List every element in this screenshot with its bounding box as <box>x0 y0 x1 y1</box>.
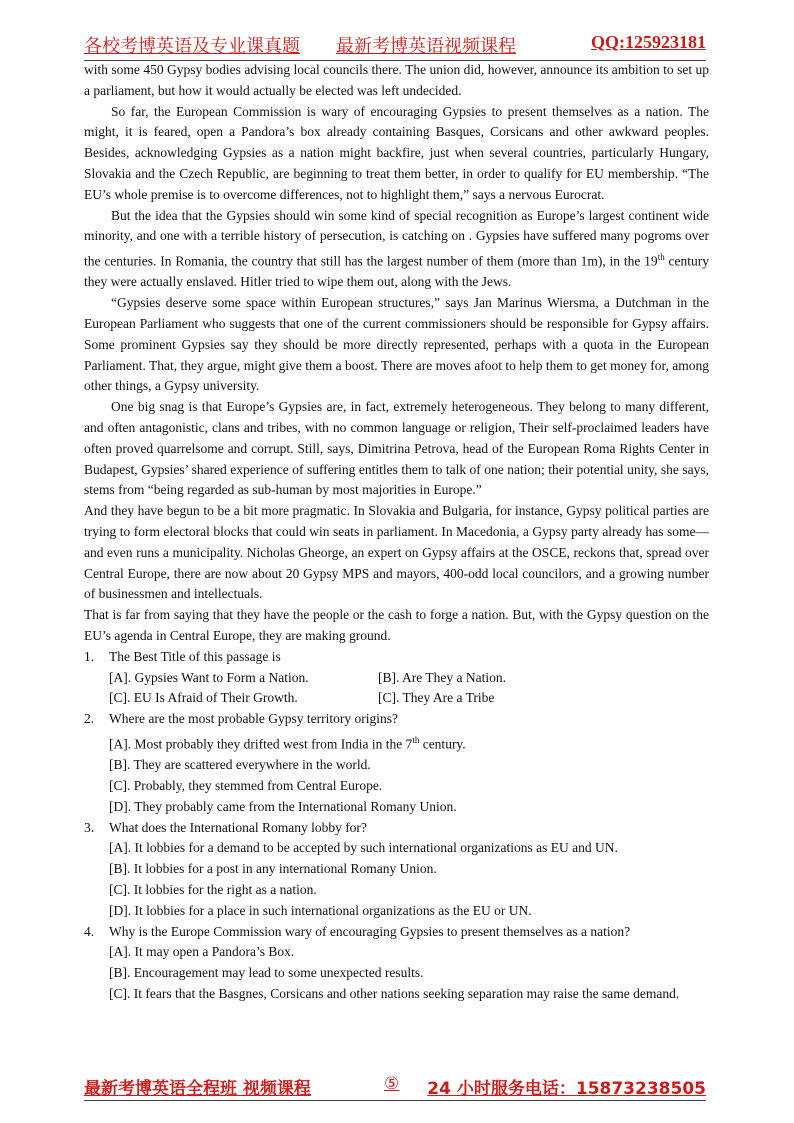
paragraph-2: So far, the European Commission is wary of encouraging Gypsies to present themselves as a nation. The might, it is feared, open a Pandora’s box already containing Basques, Corsicans and other awkward peoples. Besides, acknowledging Gypsies as a nation might backfire, just when several countries, particularly Hungary, Slovakia and the Czech Republic, are beginning to treat them better, in order to qualify for EU membership. “The EU’s whole premise is to overcome differences, not to highlight them,” says a nervous Eurocrat. <box>84 103 709 202</box>
option-text: [A]. Most probably they drifted west from India in the 7 <box>109 736 413 752</box>
superscript: th <box>412 735 420 745</box>
option: [A]. It lobbies for a demand to be accepted by such international organizations as EU and UN. <box>109 840 618 856</box>
question-number: 1. <box>84 648 95 664</box>
question-number: 3. <box>84 819 95 835</box>
page-footer <box>84 1072 706 1101</box>
question-text: The Best Title of this passage is <box>109 648 281 664</box>
paragraph-3-text: But the idea that the Gypsies should win some kind of special recognition as Europe’s largest continent wide minority, and one with a terrible history of persecution, is catching on . Gypsies have suffered many pogroms over the centuries. In Romania, the country that still has the largest number of them (more than 1m), in the 19 <box>84 207 709 269</box>
option: [B]. Are They a Nation. <box>378 669 506 685</box>
option: [C]. It lobbies for the right as a nation. <box>109 882 317 898</box>
question-text: Where are the most probable Gypsy territory origins? <box>109 711 399 727</box>
option: [B]. Encouragement may lead to some unexpected results. <box>109 965 424 981</box>
question-4 <box>84 922 709 1005</box>
paragraph-3-tail: century they were actually enslaved. Hitler tried to wipe them out, along with the Jews. <box>84 253 710 290</box>
question-text: What does the International Romany lobby for? <box>109 819 367 835</box>
option: [C]. EU Is Afraid of Their Growth. <box>109 690 298 706</box>
question-1 <box>84 647 709 709</box>
option: [D]. It lobbies for a place in such international organizations as the EU or UN. <box>109 902 532 918</box>
paragraph-4: “Gypsies deserve some space within European structures,” says Jan Marinus Wiersma, a Dutchman in the European Parliament who suggests that one of the current commissioners should be responsible for Gypsy affairs. Some prominent Gypsies say they should be more directly represented, perhaps with a quota in the European Parliament. That, they argue, might give them a boost. There are moves afoot to help them to get money for, among other things, a Gypsy university. <box>84 295 709 394</box>
paragraph-3 <box>84 206 709 294</box>
question-number: 2. <box>84 711 95 727</box>
header-qq-text: QQ:125923181 <box>591 32 706 52</box>
option: [C]. They Are a Tribe <box>378 690 495 706</box>
option: [B]. They are scattered everywhere in the world. <box>109 757 371 773</box>
option: [B]. It lobbies for a post in any international Romany Union. <box>109 861 437 877</box>
question-3 <box>84 818 709 922</box>
option <box>84 730 709 755</box>
paragraph-5: One big snag is that Europe’s Gypsies are, in fact, extremely heterogeneous. They belong to many different, and often antagonistic, clans and tribes, with no common language or religion, Their self-proclaimed leaders have often proved quarrelsome and corrupt. Still, says, Dimitrina Petrova, head of the European Roma Rights Center in Budapest, Gypsies’ shared experience of suffering entitles them to talk of one nation; their potential unity, she says, stems from “being regarded as sub-human by most majorities in Europe.” <box>84 399 709 498</box>
page-header <box>84 30 706 61</box>
header-center-text: 最新考博英语视频课程 <box>336 36 516 57</box>
paragraph-1: with some 450 Gypsy bodies advising local councils there. The union did, however, announce its ambition to set up a parliament, but how it would actually be elected was left undecided. <box>84 62 709 98</box>
option: [C]. Probably, they stemmed from Central Europe. <box>109 778 383 794</box>
footer-phone-text: 24 小时服务电话：15873238505 <box>427 1079 706 1099</box>
option: [D]. They probably came from the International Romany Union. <box>109 798 457 814</box>
paragraph-7: That is far from saying that they have the people or the cash to forge a nation. But, with the Gypsy question on the EU’s agenda in Central Europe, they are making ground. <box>84 607 709 644</box>
option-text: century. <box>419 736 466 752</box>
superscript: th <box>657 252 665 263</box>
document-body <box>84 60 709 1005</box>
option: [A]. Gypsies Want to Form a Nation. <box>109 669 309 685</box>
question-text: Why is the Europe Commission wary of encouraging Gypsies to present themselves as a nation? <box>109 923 631 939</box>
page-number: ⑤ <box>384 1074 400 1094</box>
question-2 <box>84 709 709 817</box>
paragraph-6: And they have begun to be a bit more pragmatic. In Slovakia and Bulgaria, for instance, Gypsy political parties are trying to form electoral blocks that could win seats in parliament. In Macedonia, a Gypsy party already has some—and even runs a municipality. Nicholas Gheorge, an expert on Gypsy affairs at the OSCE, reckons that, spread over Central Europe, there are now about 20 Gypsy MPS and mayors, 400-odd local councilors, and a growing number of businessmen and intellectuals. <box>84 503 709 602</box>
footer-left-text: 最新考博英语全程班 视频课程 <box>84 1079 311 1099</box>
header-left-text: 各校考博英语及专业课真题 <box>84 36 300 57</box>
option: [C]. It fears that the Basgnes, Corsicans and other nations seeking separation may raise the same demand. <box>109 986 680 1002</box>
option: [A]. It may open a Pandora’s Box. <box>109 944 295 960</box>
question-number: 4. <box>84 923 95 939</box>
